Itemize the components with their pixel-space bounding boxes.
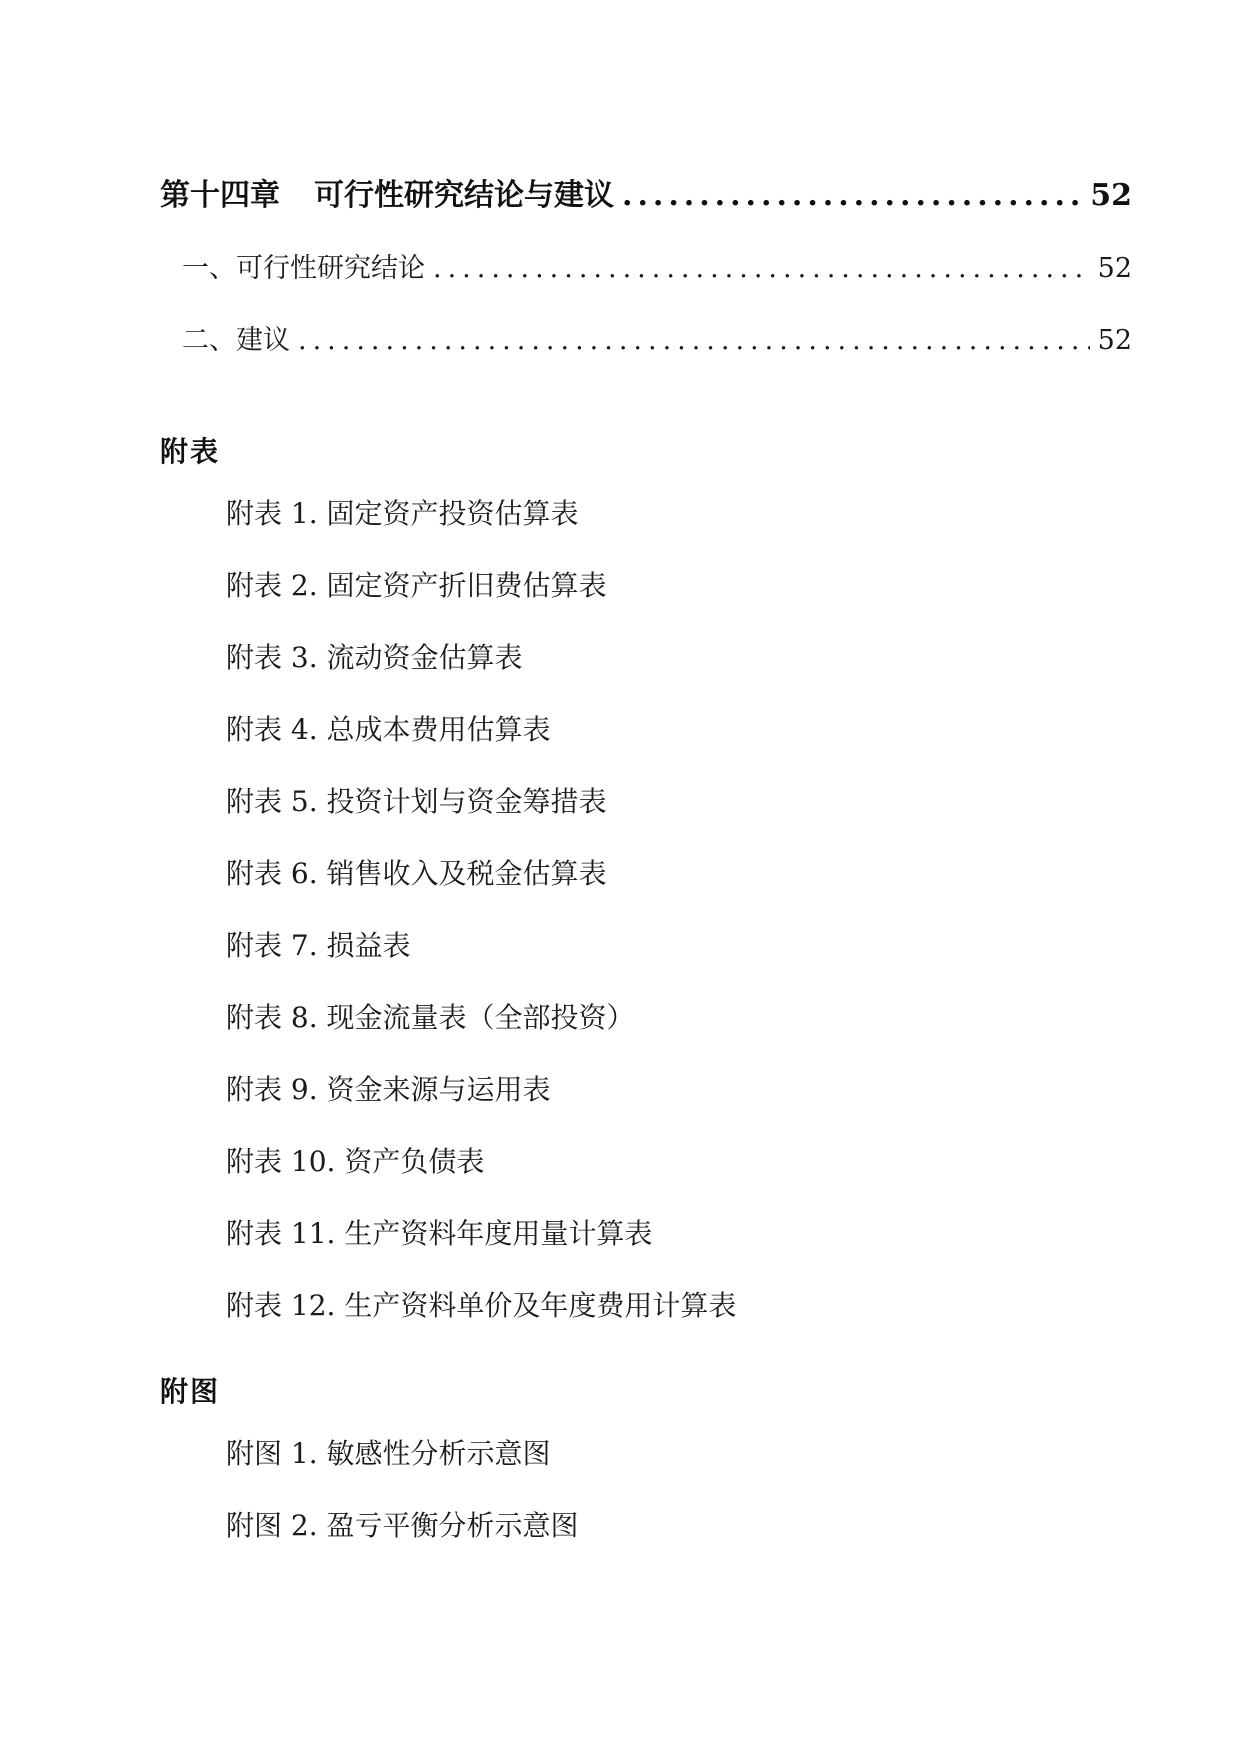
toc-section-entry[interactable] — [182, 318, 1132, 357]
toc-chapter-title-wrap — [160, 170, 614, 214]
appendix-table-item[interactable]: 附表 1. 固定资产投资估算表 — [226, 497, 579, 530]
appendix-table-item[interactable]: 附表 2. 固定资产折旧费估算表 — [226, 569, 607, 602]
toc-dot-leader — [622, 178, 1082, 213]
toc-page-number: 52 — [1097, 253, 1132, 284]
toc-chapter-entry[interactable] — [160, 170, 1132, 214]
appendix-table-item[interactable]: 附表 9. 资金来源与运用表 — [226, 1073, 551, 1106]
appendix-table-item[interactable]: 附表 11. 生产资料年度用量计算表 — [226, 1217, 653, 1250]
appendix-table-item[interactable]: 附表 6. 销售收入及税金估算表 — [226, 857, 607, 890]
appendix-figures-heading: 附图 — [160, 1375, 221, 1408]
toc-page-number: 52 — [1090, 178, 1132, 213]
appendix-table-item[interactable]: 附表 4. 总成本费用估算表 — [226, 713, 551, 746]
toc-section-title: 二、建议 — [182, 325, 290, 356]
appendix-tables-heading: 附表 — [160, 435, 221, 468]
toc-chapter-title: 可行性研究结论与建议 — [314, 178, 614, 213]
toc-chapter-label: 第十四章 — [160, 178, 280, 213]
toc-dot-leader — [433, 253, 1090, 284]
appendix-table-item[interactable]: 附表 3. 流动资金估算表 — [226, 641, 523, 674]
appendix-figure-item[interactable]: 附图 1. 敏感性分析示意图 — [226, 1437, 551, 1470]
appendix-table-item[interactable]: 附表 10. 资产负债表 — [226, 1145, 485, 1178]
appendix-table-item[interactable]: 附表 5. 投资计划与资金筹措表 — [226, 785, 607, 818]
toc-section-title: 一、可行性研究结论 — [182, 253, 425, 284]
appendix-table-item[interactable]: 附表 8. 现金流量表（全部投资） — [226, 1001, 635, 1034]
toc-dot-leader — [298, 325, 1090, 356]
toc-page-number: 52 — [1097, 325, 1132, 356]
appendix-table-item[interactable]: 附表 7. 损益表 — [226, 929, 411, 962]
toc-section-entry[interactable] — [182, 246, 1132, 285]
appendix-figure-item[interactable]: 附图 2. 盈亏平衡分析示意图 — [226, 1509, 579, 1542]
appendix-table-item[interactable]: 附表 12. 生产资料单价及年度费用计算表 — [226, 1289, 737, 1322]
